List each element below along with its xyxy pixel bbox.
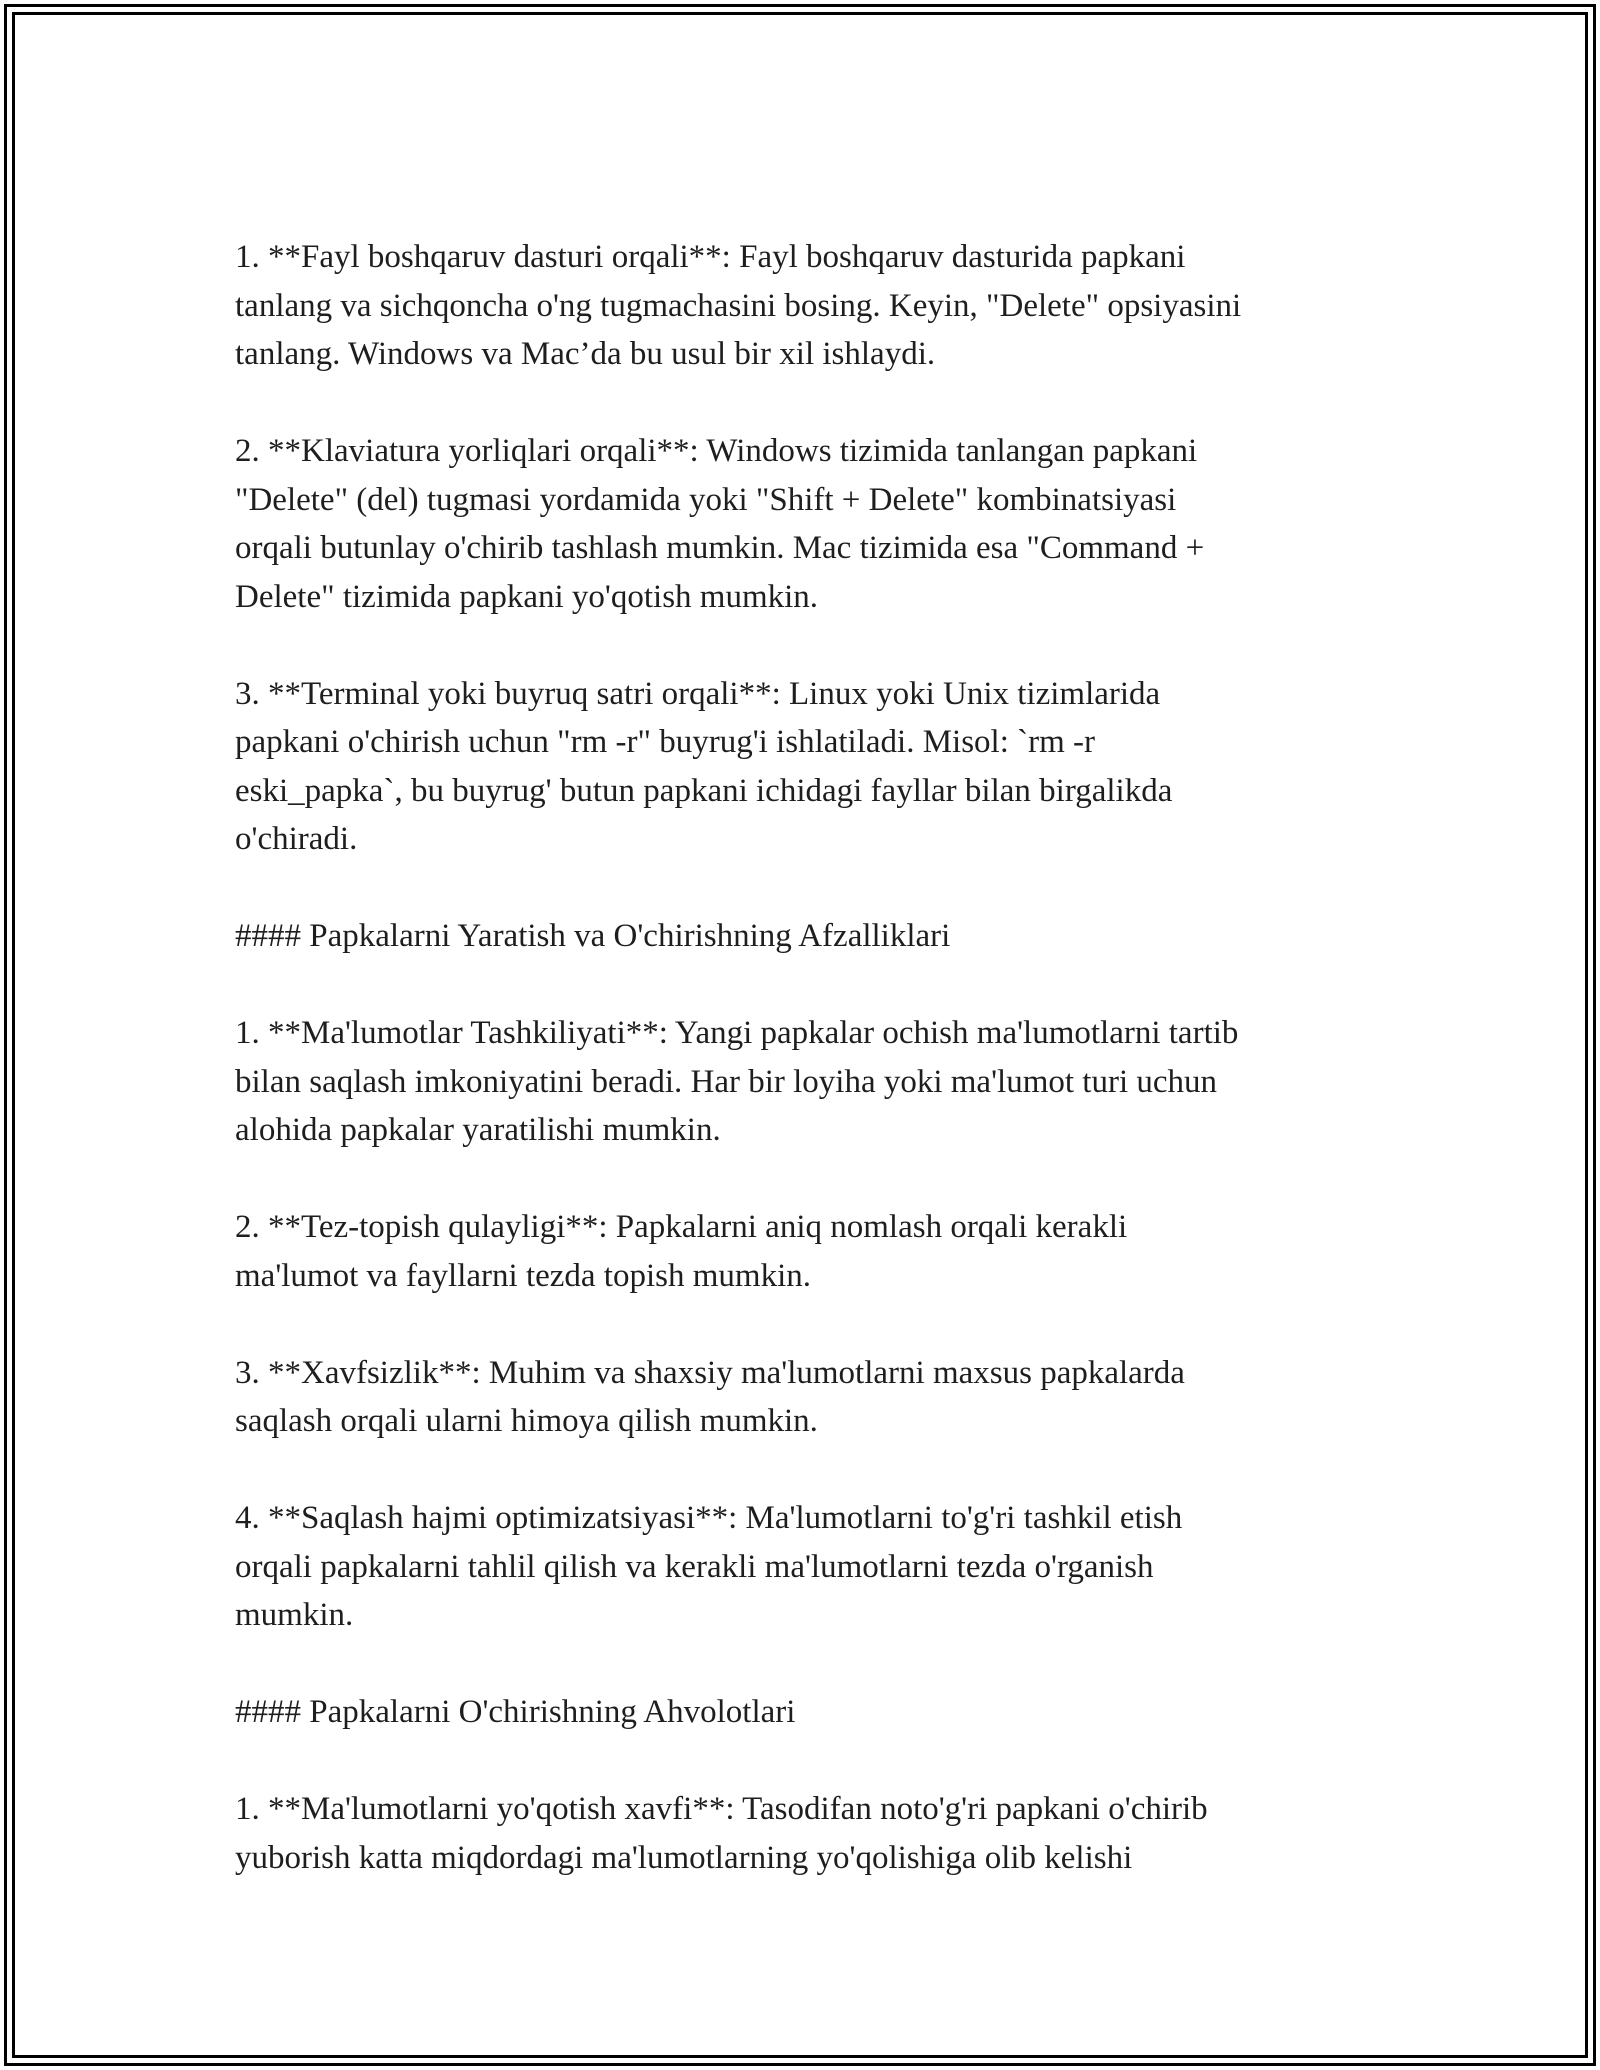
paragraph-delete-terminal: 3. **Terminal yoki buyruq satri orqali**: Linux yoki Unix tizimlarida papkani o'chirish uchun "rm -r" buyrug'i ishlatiladi. Misol: `rm -r eski_papka`, bu buyrug' butun papkani ichidagi fayllar bilan birgalikda o'chiradi. — [235, 675, 1173, 857]
document-body — [235, 233, 1365, 1931]
paragraph-data-loss-risk: 1. **Ma'lumotlarni yo'qotish xavfi**: Tasodifan noto'g'ri papkani o'chirib yuborish katta miqdordagi ma'lumotlarning yo'qolishiga olib kelishi — [235, 1791, 1208, 1876]
paragraph-delete-file-manager: 1. **Fayl boshqaruv dasturi orqali**: Fayl boshqaruv dasturida papkani tanlang va sichqoncha o'ng tugmachasini bosing. Keyin, "Delete" opsiyasini tanlang. Windows va Mac’da bu usul bir xil ishlaydi. — [235, 239, 1242, 372]
heading-deletion-risks: #### Papkalarni O'chirishning Ahvolotlari — [235, 1694, 796, 1730]
heading-advantages: #### Papkalarni Yaratish va O'chirishning Afzalliklari — [235, 918, 951, 954]
paragraph-data-organization: 1. **Ma'lumotlar Tashkiliyati**: Yangi papkalar ochish ma'lumotlarni tartib bilan saqlash imkoniyatini beradi. Har bir loyiha yoki ma'lumot turi uchun alohida papkalar yaratilishi mumkin. — [235, 1015, 1239, 1148]
paragraph-delete-keyboard-shortcuts: 2. **Klaviatura yorliqlari orqali**: Windows tizimida tanlangan papkani "Delete" (del) tugmasi yordamida yoki "Shift + Delete" kombinatsiyasi orqali butunlay o'chirib tashlash mumkin. Mac tizimida esa "Command + Delete" tizimida papkani yo'qotish mumkin. — [235, 433, 1205, 615]
paragraph-security: 3. **Xavfsizlik**: Muhim va shaxsiy ma'lumotlarni maxsus papkalarda saqlash orqali ularni himoya qilish mumkin. — [235, 1354, 1185, 1439]
paragraph-storage-optimization: 4. **Saqlash hajmi optimizatsiyasi**: Ma'lumotlarni to'g'ri tashkil etish orqali papkalarni tahlil qilish va kerakli ma'lumotlarni tezda o'rganish mumkin. — [235, 1500, 1183, 1633]
paragraph-quick-search: 2. **Tez-topish qulayligi**: Papkalarni aniq nomlash orqali kerakli ma'lumot va fayllarni tezda topish mumkin. — [235, 1209, 1128, 1294]
